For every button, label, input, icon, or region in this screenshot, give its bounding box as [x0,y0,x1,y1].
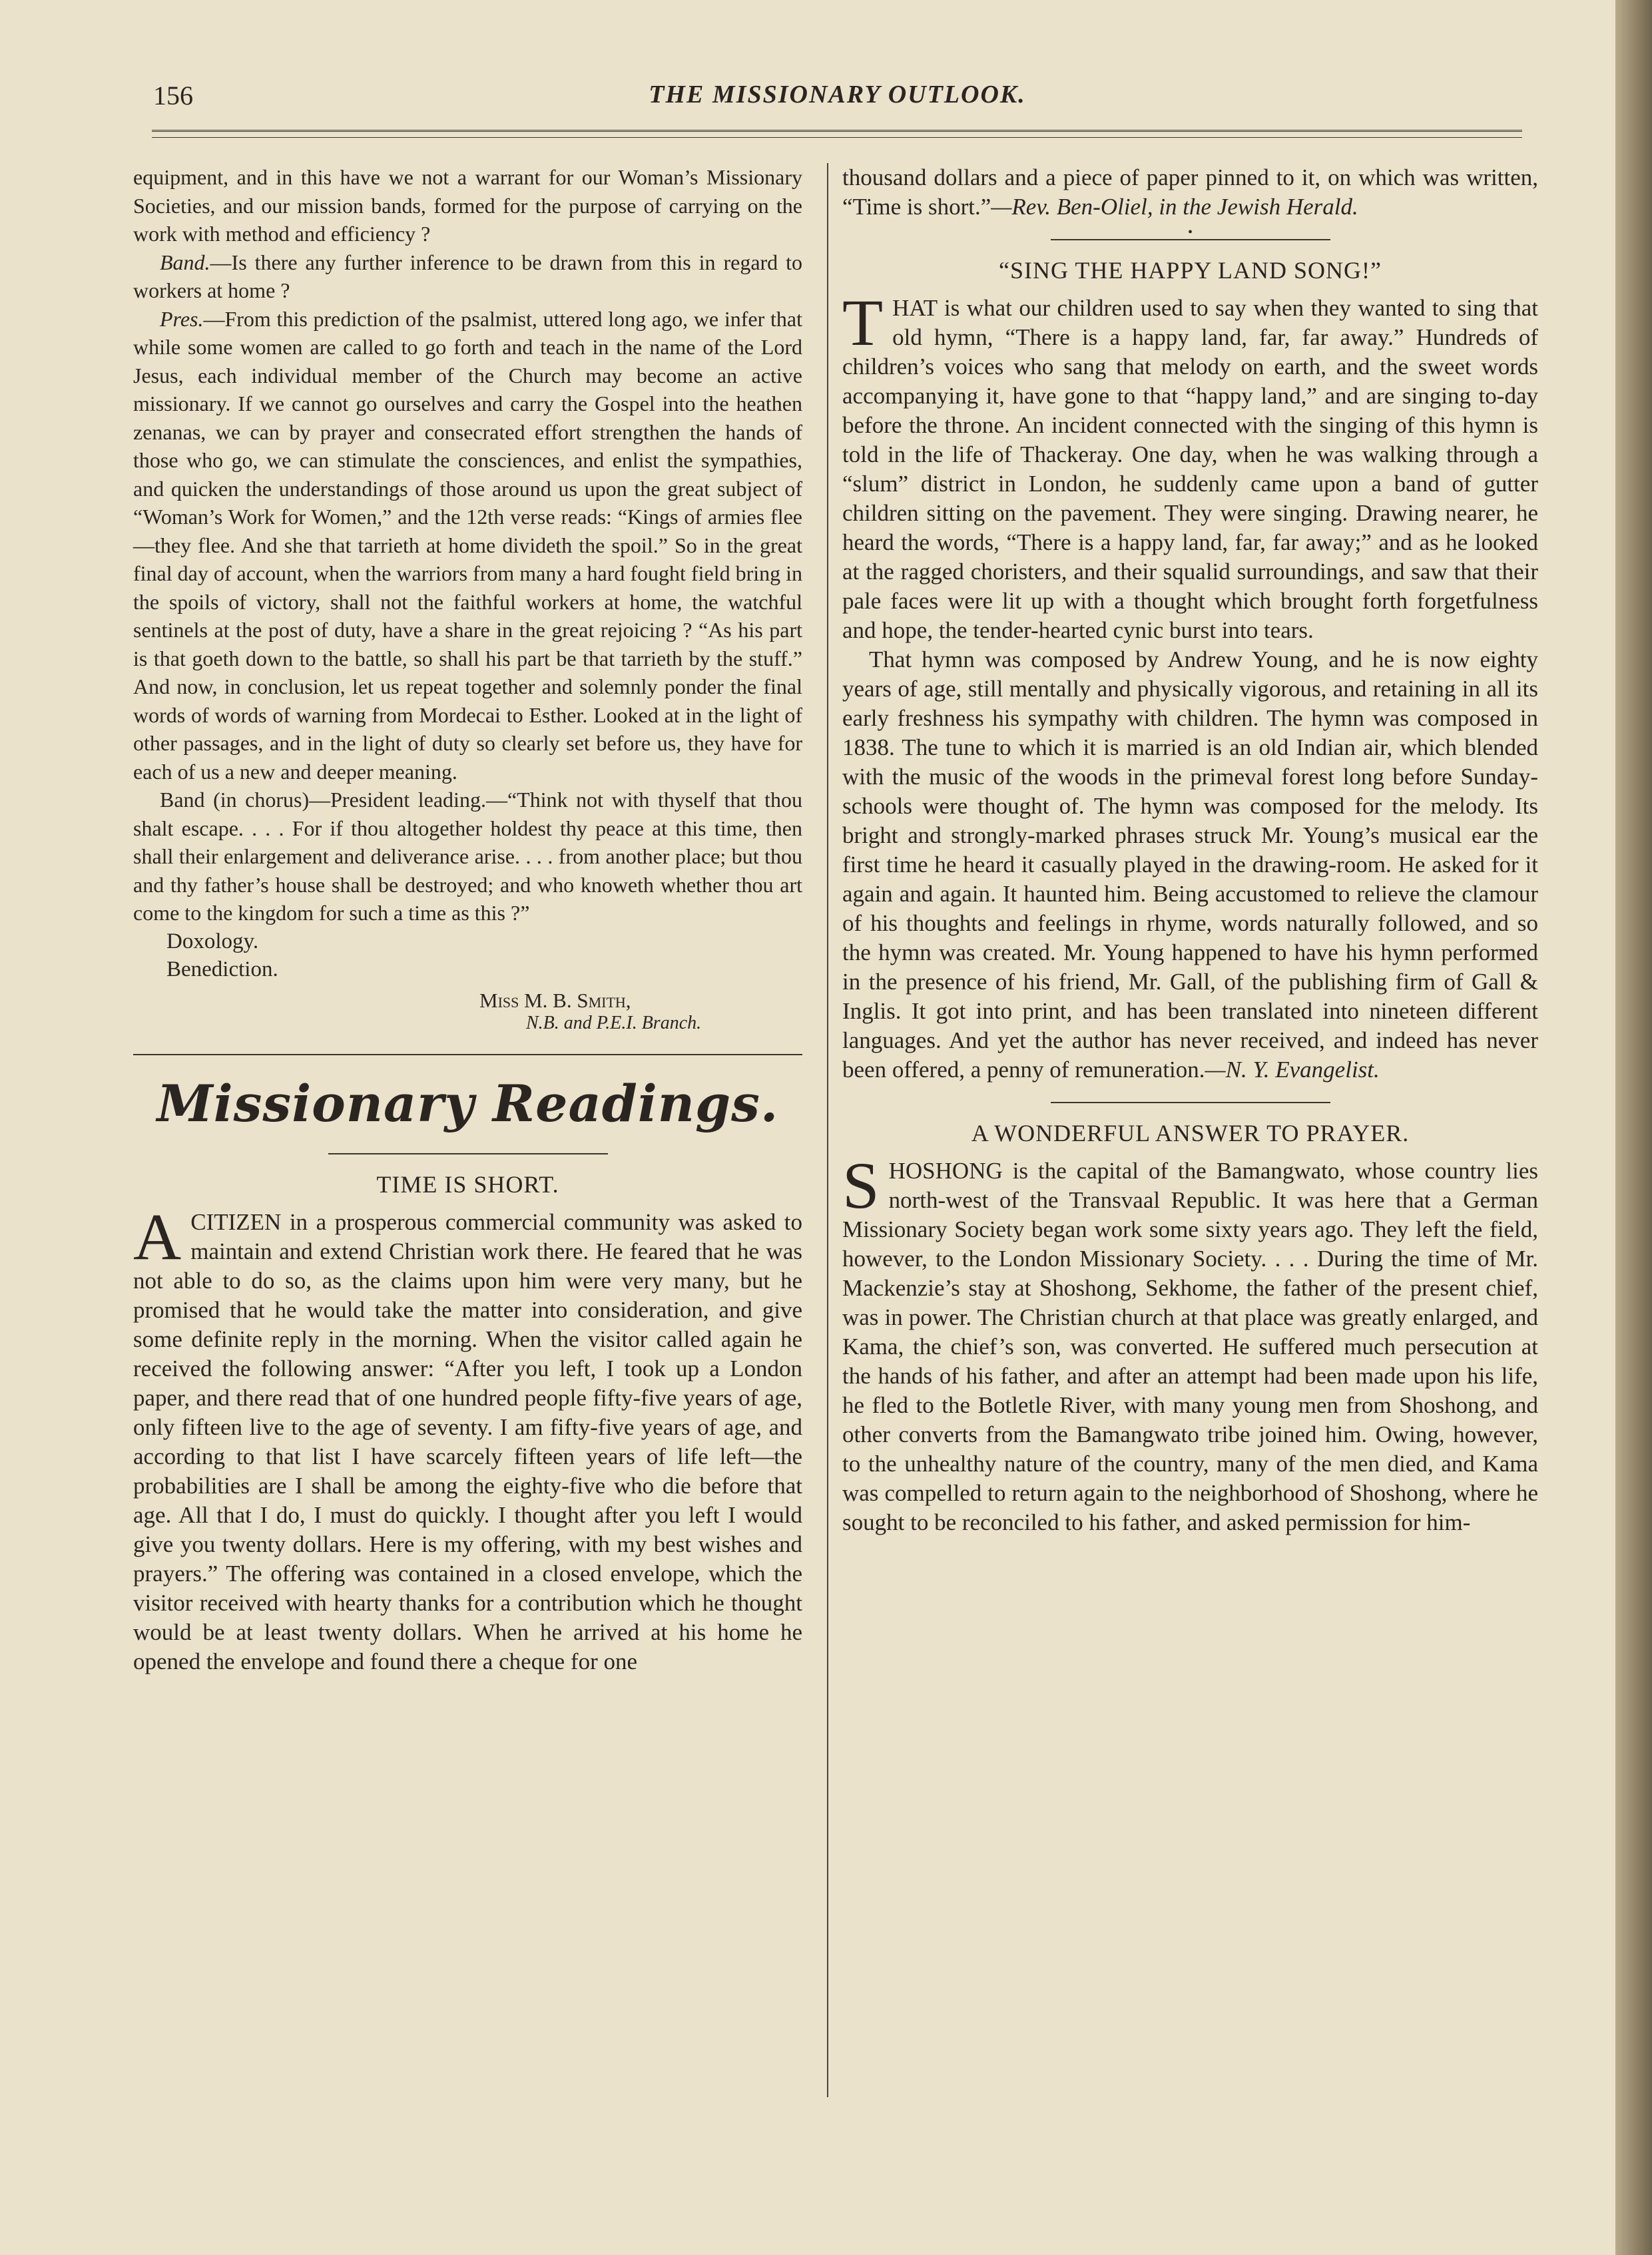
doxology: Doxology. [166,929,259,953]
article-text: HAT is what our children used to say when they wanted to sing that old hymn, “There is a happy land, far, far away.” Hundreds of children’s voices who sang that melody on earth, and the sweet words accompanying it, have gone to that “happy land,” and are singing to-day before the throne. An incident connected with the singing of this hymn is told in the life of Thackeray. One day, when he was walking through a “slum” district in London, he suddenly came upon a band of gutter children sitting on the pavement. They were singing. Drawing nearer, he heard the words, “There is a happy land, far, far away;” and as he looked at the ragged choristers, and their squalid surroundings, and saw that their pale faces were lit up with a thought which brought forth forgetfulness and hope, the tender-hearted cynic burst into tears. [842,295,1538,643]
drop-cap: A [133,1199,182,1274]
continued-text: thousand dollars and a piece of paper pinned to it, on which was written, “Time is short.” [842,164,1538,220]
running-title: THE MISSIONARY OUTLOOK. [649,81,1026,109]
president-answer [133,305,802,786]
article-body-happy-land-2 [842,645,1538,1085]
left-column [133,163,802,1676]
article-text: That hymn was composed by Andrew Young, and he is now eighty years of age, still mentally and physically vigorous, and retaining in all its early freshness his sympathy with children. The hymn was composed in 1838. The tune to which it is married is an old Indian air, which blended with the music of the woods in the primeval forest long before Sunday-schools were thought of. The hymn was composed for the melody. Its bright and strongly-marked phrases struck Mr. Young’s musical ear the first time he heard it casually played in the drawing-room. He asked for it again and again. It haunted him. Being accustomed to relieve the clamour of his thoughts and feelings in rhyme, words naturally followed, and so the hymn was created. Mr. Young happened to have his hymn performed in the presence of his friend, Mr. Gall, of the publishing firm of Gall & Inglis. It got into print, and has been translated into nineteen different languages. And yet the author has never received, and indeed has never been offered, a penny of remuneration. [842,646,1538,1083]
article-title-time-is-short: TIME IS SHORT. [376,1170,559,1198]
article-title-answer-to-prayer: A WONDERFUL ANSWER TO PRAYER. [971,1120,1410,1146]
band-text: —Is there any further inference to be drawn from this in regard to workers at home ? [133,250,802,302]
section-rule [133,1054,802,1055]
article-text: CITIZEN in a prosperous commercial community was asked to maintain and extend Christian work there. He feared that he was not able to do so, as the claims upon him were very many, but he promised that he would take the matter into consideration, and give some definite reply in the morning. When the visitor called again he received the following answer: “After you left, I took up a London paper, and there read that of one hundred people fifty-five years of age, only fifteen live to the age of seventy. I am fifty-five years of age, and according to that list I have scarcely fifteen years of life left—the probabilities are I shall be among the eighty-five who die before that age. All that I do, I must do quickly. I thought after you left I would give you twenty dollars. Here is my offering, with my best wishes and prayers.” The offering was contained in a closed envelope, which the visitor received with hearty thanks for a contribution which he thought would be at least twenty dollars. When he arrived at his home he opened the envelope and found there a cheque for one [133,1208,802,1674]
right-column [842,163,1538,1537]
band-label: Band. [160,250,210,274]
paragraph-equipment: equipment, and in this have we not a warrant for our Woman’s Missionary Societies, and our mission bands, formed for the purpose of carrying on the work with method and efficiency ? [133,165,802,246]
article-source: —N. Y. Evangelist. [1205,1057,1380,1083]
section-banner: Missionary Readings. [156,1073,779,1133]
signature-branch: N.B. and P.E.I. Branch. [526,1012,702,1033]
benediction: Benediction. [166,957,278,981]
title-rule [1051,1102,1330,1103]
drop-cap: T [842,286,884,360]
ornament-dot: • [1187,225,1193,240]
page-header [153,80,1521,120]
page-number: 156 [153,81,193,111]
title-rule [328,1153,608,1154]
band-question [133,248,802,305]
continued-source: —Rev. Ben-Oliel, in the Jewish Herald. [991,194,1358,220]
article-body-happy-land [842,286,1538,645]
page-binding-edge [1615,0,1652,2255]
drop-cap: S [842,1148,880,1222]
article-text: HOSHONG is the capital of the Bamangwato, whose country lies north-west of the Transvaal Republic. It was here that a German Missionary Society began work some sixty years ago. They left the field, however, to the London Missionary Society. . . . During the time of Mr. Mackenzie’s stay at Shoshong, Sekhome, the father of the present chief, was in power. The Christian church at that place was greatly enlarged, and Kama, the chief’s son, was converted. He suffered much persecution at the hands of his father, and after an attempt had been made upon his life, he fled to the Botletle River, with many young men from Shoshong, and other converts from the Bamangwato tribe joined him. Owing, however, to the unhealthy nature of the country, many of the men died, and Kama was compelled to return again to the neighborhood of Shoshong, where he sought to be reconciled to his father, and asked permission for him- [842,1158,1538,1535]
pres-text: —From this prediction of the psalmist, uttered long ago, we infer that while some women are called to go forth and teach in the name of the Lord Jesus, each individual member of the Church may become an active missionary. If we cannot go ourselves and carry the Gospel into the heathen zenanas, we can by prayer and consecrated effort strengthen the hands of those who go, we can stimulate the consciences, and enlist the sympathies, and quicken the understandings of those around us upon the great subject of “Woman’s Work for Women,” and the 12th verse reads: “Kings of armies flee—they flee. And she that tarrieth at home divideth the spoil.” So in the great final day of account, when the warriors from many a hard fought field bring in the spoils of victory, shall not the faithful workers at home, the watchful sentinels at the post of duty, have a share in the great rejoicing ? “As his part is that goeth down to the battle, so shall his part be that tarrieth by the stuff.” And now, in conclusion, let us repeat together and solemnly ponder the final words of words of warning from Mordecai to Esther. Looked at in the light of other passages, and in the light of duty so clearly set before us, they have for each of us a new and deeper meaning. [133,306,803,784]
continued-paragraph [842,163,1538,222]
signature-name: Miss M. B. Smith, [479,988,631,1012]
article-title-happy-land: “SING THE HAPPY LAND SONG!” [999,257,1382,284]
band-chorus: Band (in chorus)—President leading.—“Think not with thyself that thou shalt escape. . . . For if thou altogether holdest thy peace at this time, then shall their enlargement and deliverance arise. . . . from another place; but thou and thy father’s house shall be destroyed; and who knoweth whether thou art come to the kingdom for such a time as this ?” [133,788,802,925]
column-divider [827,163,828,2097]
pres-label: Pres. [160,306,204,331]
article-body-answer-to-prayer [842,1148,1538,1537]
header-rule [152,130,1522,138]
article-body-time-is-short [133,1199,802,1676]
